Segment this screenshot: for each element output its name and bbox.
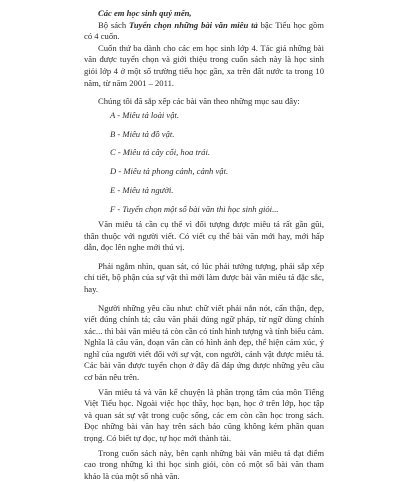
paragraph-book-contents: Trong cuốn sách này, bên cạnh những bài văn miêu tả đạt điểm cao trong những kì thi học sinh giỏi, còn có một số bài văn tham khảo là của một số nhà văn.: [84, 447, 324, 481]
page-content: [84, 8, 324, 482]
intro-prefix: Bộ sách: [98, 19, 129, 30]
section-item-d: D - Miêu tả phong cảnh, cảnh vật.: [110, 166, 229, 177]
section-item-c: C - Miêu tả cây cối, hoa trái.: [110, 147, 211, 158]
section-item-e: E - Miêu tả người.: [110, 184, 174, 195]
paragraph-requirements: Người những yêu cầu như: chữ viết phải nắn nót, cẩn thận, đẹp, viết đúng chính tả; câu văn phải đúng ngữ pháp, từ ngữ dùng chính xác... thì bài văn miêu tả còn cần có tính hình tượng và tính biểu cảm. Nghĩa là câu văn, đoạn văn cần có hình ảnh đẹp, thể hiện cảm xúc, ý nghĩ của người viết đối với sự vật, con người, cảnh vật được miêu tả. Các bài văn được tuyển chọn ở đây đã đáp ứng được những yêu cầu cơ bản nêu trên.: [84, 302, 324, 383]
paragraph-importance: Văn miêu tả và văn kể chuyện là phần trọng tâm của môn Tiếng Việt Tiểu học. Ngoài việc học thầy, học bạn, học ở trên lớp, học tập và quan sát sự vật trong cuộc sống, các em còn cần học trong sách. Đọc những bài văn hay trên sách báo cũng không kém phần quan trọng. Có biết tự đọc, tự học mới thành tài.: [84, 386, 324, 444]
paragraph-concrete-description: Văn miêu tả cần cụ thể vì đối tượng được miêu tả rất gần gũi, thân thuộc với người viết. Có viết cụ thể bài văn mới hay, mới hấp dẫn, đọc lên nghe mới thú vị.: [84, 218, 324, 253]
paragraph-book-description: Cuốn thứ ba dành cho các em học sinh lớp 4. Tác giả những bài văn được tuyển chọn và giới thiệu trong cuốn sách này là học sinh giỏi lớp 4 ở một số trường tiểu học gần, xa trên đất nước ta trong 10 năm, từ năm 2001 – 2011.: [84, 42, 324, 88]
section-item-a: A - Miêu tả loài vật.: [110, 109, 180, 120]
section-list: [84, 110, 324, 215]
intro-paragraph: [84, 20, 324, 43]
book-title: Tuyển chọn những bài văn miêu tả: [128, 19, 258, 30]
section-item-b: B - Miêu tả đồ vật.: [110, 128, 175, 139]
paragraph-observation: Phải ngắm nhìn, quan sát, có lúc phải tưởng tượng, phải sắp xếp chi tiết, bộ phận của sự vật thì mới làm được bài văn miêu tả đặc sắc, hay.: [84, 260, 324, 294]
paragraph-sections-intro: Chúng tôi đã sắp xếp các bài văn theo những mục sau đây:: [98, 96, 300, 107]
intro-suffix: bậc Tiểu học gồm có 4 cuốn.: [84, 19, 324, 42]
section-item-f: F - Tuyển chọn một số bài văn thi học sinh giỏi...: [110, 203, 279, 214]
greeting: Các em học sinh quý mến,: [98, 8, 192, 18]
